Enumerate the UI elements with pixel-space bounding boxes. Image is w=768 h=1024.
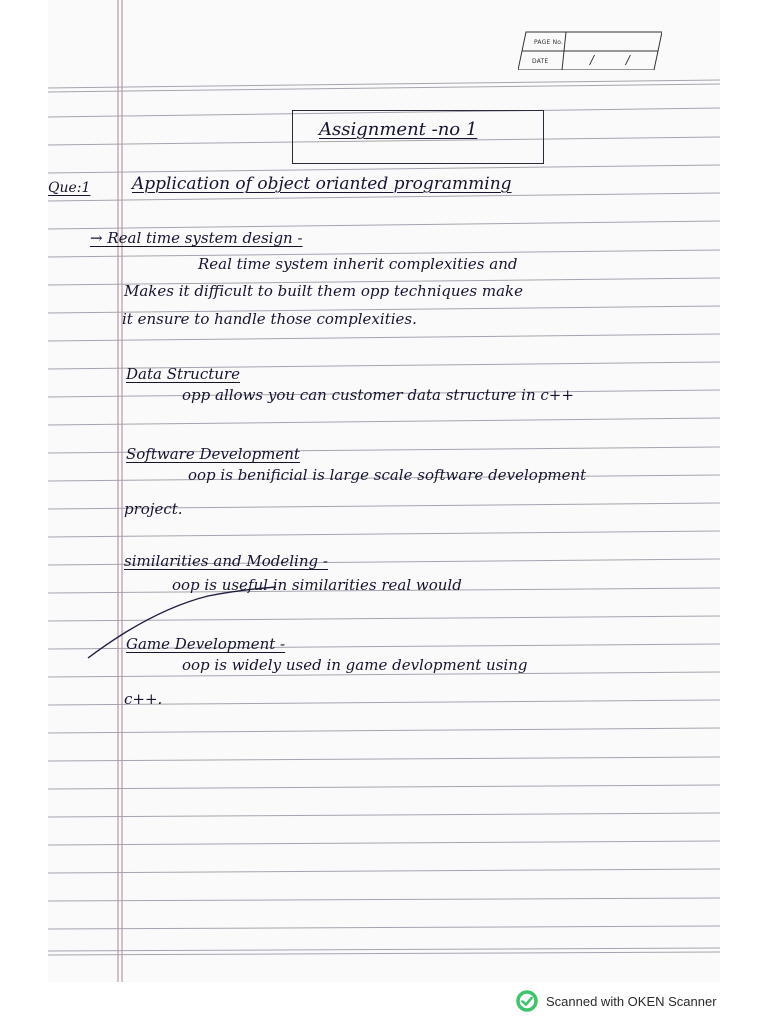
title-box [292,110,544,164]
date-value: / / [590,53,644,67]
scanner-logo-icon [516,990,538,1012]
question-text: Application of object orianted programming [132,174,512,194]
section-line: oop is useful in similarities real would [172,576,462,594]
section-line: opp allows you can customer data structure in c++ [182,386,574,404]
section-line: oop is widely used in game devlopment using [182,656,528,674]
question-label: Que:1 [48,180,91,196]
section-line: Real time system inherit complexities and [198,255,518,273]
section-line: oop is benificial is large scale software development [188,466,587,484]
section-line: it ensure to handle those complexities. [122,310,417,328]
scanner-text: Scanned with OKEN Scanner [546,993,717,1009]
section-line: c++. [124,690,163,708]
section-heading: Game Development - [126,635,286,653]
page-no-label: PAGE No. [534,39,564,46]
page-date-box [518,30,662,70]
date-label: DATE [532,58,549,65]
section-line: Makes it difficult to built them opp techniques make [124,282,524,300]
notebook-page [48,0,720,982]
section-heading: Software Development [126,445,300,463]
section-line: project. [124,500,183,518]
section-heading: Data Structure [126,365,240,383]
scanner-footer [516,990,717,1012]
assignment-title: Assignment -no 1 [319,119,478,140]
section-heading: → Real time system design - [90,229,303,247]
section-heading: similarities and Modeling - [124,552,328,570]
